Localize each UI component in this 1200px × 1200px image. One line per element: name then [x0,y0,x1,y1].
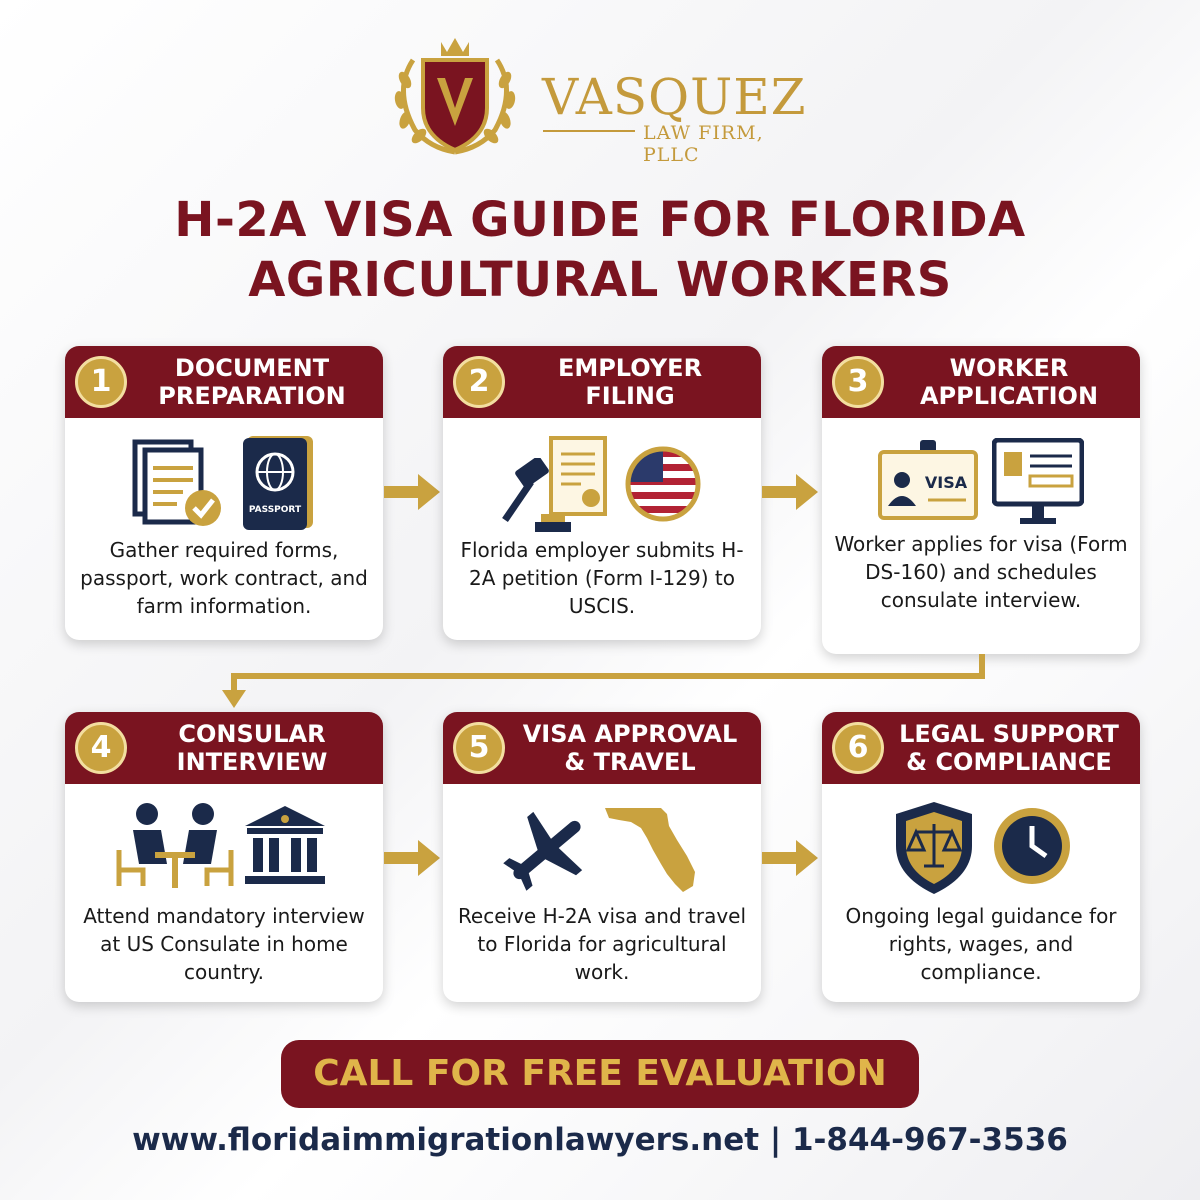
cta-button[interactable]: CALL FOR FREE EVALUATION [281,1040,919,1108]
visa-badge-icon [878,438,978,522]
step-number: 3 [832,356,884,408]
interview-people-icon [115,800,235,896]
florida-map-icon [603,804,707,896]
svg-text:VISA: VISA [924,473,968,492]
step-header [65,346,383,418]
step-header [443,346,761,418]
svg-text:PASSPORT: PASSPORT [248,505,302,515]
us-flag-icon [623,444,703,524]
airplane-icon [499,808,595,892]
step-title: VISA APPROVAL & TRAVEL [522,720,738,776]
documents-check-icon [131,438,227,530]
step-title: WORKER APPLICATION [919,354,1099,410]
step-header [65,712,383,784]
step-header [822,712,1140,784]
firm-subtitle: LAW FIRM, PLLC [643,122,764,166]
step-card-6 [822,712,1140,1002]
government-building-icon [243,804,327,888]
divider [543,130,635,132]
step-number: 4 [75,722,127,774]
title-line-2: AGRICULTURAL WORKERS [248,252,952,308]
certificate-icon [547,436,613,520]
arrow-right-icon [384,472,440,512]
step-description: Ongoing legal guidance for rights, wages, and compliance. [845,904,1117,984]
step-description: Florida employer submits H-2A petition (Form I-129) to USCIS. [460,538,744,618]
step-card-1 [65,346,383,640]
step-title: DOCUMENT PREPARATION [158,354,346,410]
clock-icon [990,804,1074,888]
step-card-4 [65,712,383,1002]
justice-shield-icon [892,800,976,896]
step-card-5 [443,712,761,1002]
step-number: 6 [832,722,884,774]
arrow-right-icon [762,472,818,512]
step-description: Worker applies for visa (Form DS-160) and schedules consulate interview. [834,532,1128,612]
passport-icon [241,434,315,532]
step-title: EMPLOYER FILING [557,354,703,410]
computer-monitor-icon [992,438,1084,528]
step-card-2 [443,346,761,640]
step-description: Receive H-2A visa and travel to Florida for agricultural work. [457,904,747,984]
contact-line[interactable]: www.floridaimmigrationlawyers.net | 1-844-967-3536 [132,1122,1068,1158]
arrow-right-icon [762,838,818,878]
firm-logo [385,30,825,166]
step-number: 5 [453,722,505,774]
step-number: 1 [75,356,127,408]
firm-name: VASQUEZ [542,68,807,126]
connector-arrow-icon [220,654,990,710]
page-title [0,190,1200,310]
title-line-1: H-2A VISA GUIDE FOR FLORIDA [174,192,1026,248]
arrow-right-icon [384,838,440,878]
step-header [822,346,1140,418]
step-title: LEGAL SUPPORT & COMPLIANCE [899,720,1119,776]
step-title: CONSULAR INTERVIEW [176,720,328,776]
step-card-3 [822,346,1140,654]
crest-icon [385,30,525,160]
step-description: Attend mandatory interview at US Consulate in home country. [83,904,365,984]
step-header [443,712,761,784]
step-number: 2 [453,356,505,408]
step-description: Gather required forms, passport, work contract, and farm information. [80,538,368,618]
